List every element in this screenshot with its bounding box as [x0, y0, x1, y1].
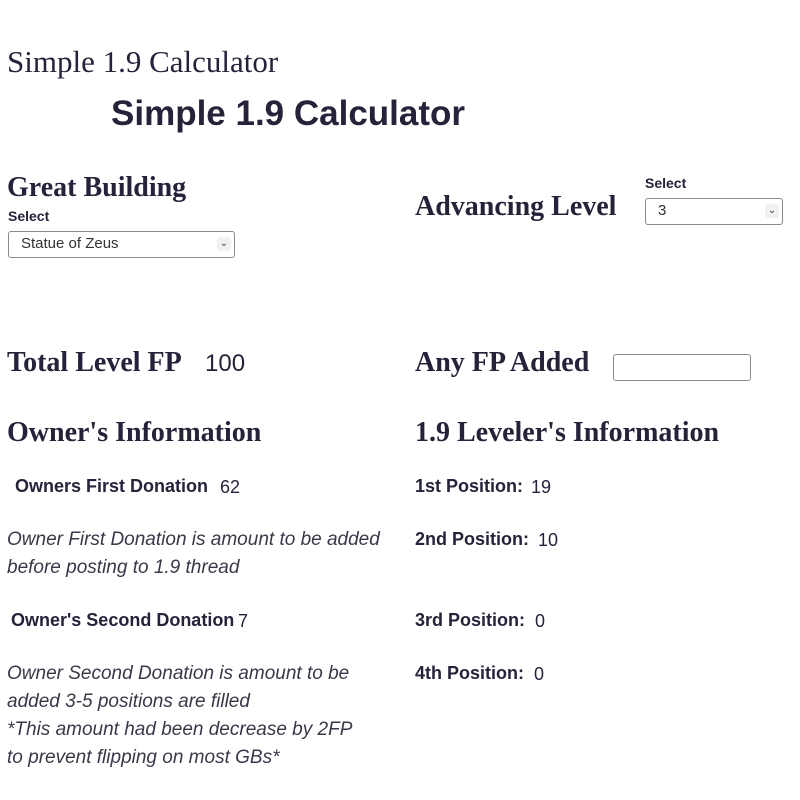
leveler-information-heading: 1.9 Leveler's Information	[415, 417, 720, 448]
advancing-level-heading: Advancing Level	[415, 191, 617, 222]
position-4-label: 4th Position:	[415, 663, 524, 683]
any-fp-added-input[interactable]	[613, 354, 751, 381]
position-2-value: 10	[538, 530, 559, 550]
advancing-level-select-label: Select	[645, 175, 687, 191]
total-level-fp-label: Total Level FP	[7, 347, 182, 378]
great-building-select[interactable]	[8, 231, 235, 258]
great-building-select-label: Select	[8, 208, 50, 224]
owner-first-donation-value: 62	[220, 477, 241, 497]
position-1-value: 19	[531, 477, 552, 497]
advancing-level-select[interactable]	[645, 198, 783, 225]
any-fp-added-label: Any FP Added	[415, 347, 590, 378]
owner-first-donation-label: Owners First Donation	[15, 476, 209, 496]
owner-second-donation-value: 7	[238, 611, 249, 631]
great-building-heading: Great Building	[7, 172, 187, 203]
page-title: Simple 1.9 Calculator	[111, 94, 466, 133]
position-3-label: 3rd Position:	[415, 610, 526, 630]
owner-second-donation-label: Owner's Second Donation	[11, 610, 235, 630]
position-2-label: 2nd Position:	[415, 529, 529, 549]
owner-information-heading: Owner's Information	[7, 417, 262, 448]
advancing-level-selected-value: 3	[658, 202, 667, 219]
position-3-value: 0	[535, 611, 546, 631]
owner-first-donation-note: Owner First Donation is amount to be added before posting to 1.9 thread	[7, 529, 380, 578]
position-4-value: 0	[534, 664, 545, 684]
great-building-selected-value: Statue of Zeus	[21, 235, 119, 252]
chevron-down-icon: ⌄	[217, 237, 231, 251]
owner-second-donation-note: Owner Second Donation is amount to be added 3-5 positions are filled	[7, 663, 350, 712]
owner-second-donation-extra-note: *This amount had been decrease by 2FP to prevent flipping on most GBs*	[7, 719, 352, 768]
page-title-serif: Simple 1.9 Calculator	[7, 44, 279, 79]
chevron-down-icon: ⌄	[765, 204, 779, 218]
total-level-fp-value: 100	[205, 350, 246, 377]
position-1-label: 1st Position:	[415, 476, 524, 496]
